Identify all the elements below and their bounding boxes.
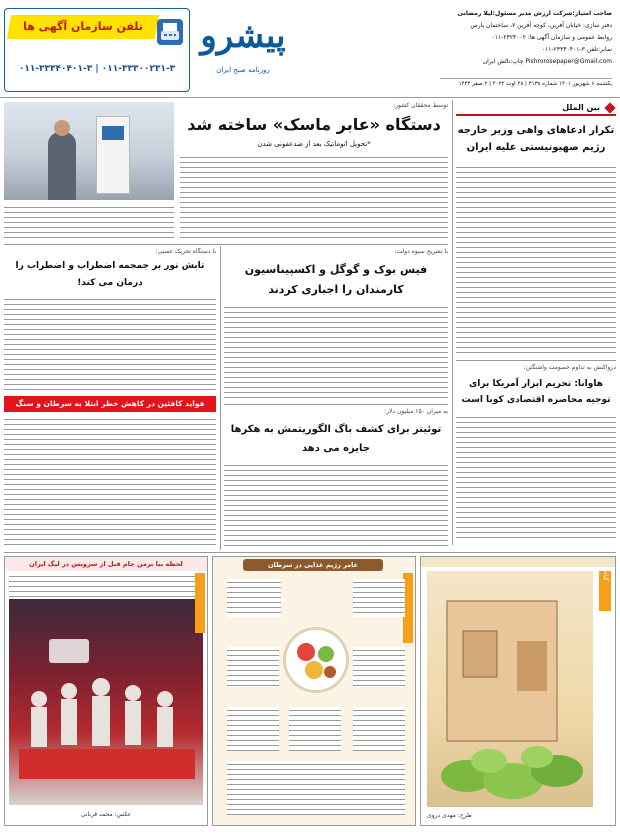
masthead xyxy=(0,0,620,98)
ad-phone-title: تلفن سازمان آگهی ها xyxy=(23,20,143,33)
diet-tip-3 xyxy=(227,647,279,687)
masthead-info-line: صاحب امتیاز:شرکت ارزش مدیر مسئول:لیلا رمضانی xyxy=(457,10,612,17)
ad-phone-box xyxy=(4,8,190,92)
cartoon-title: گیاه xyxy=(602,571,609,581)
main-story xyxy=(4,100,448,242)
sports-body-text xyxy=(9,573,203,597)
twitter-kicker: به میزان ۱۵۰ میلیون دلار: xyxy=(384,408,448,415)
section-label-bar xyxy=(456,102,616,116)
diet-tip-5 xyxy=(227,707,279,751)
caffeine-banner-text: فواید کافئین در کاهش خطر ابتلا به سرطان و سنگ xyxy=(15,399,205,408)
cuba-body-text xyxy=(456,414,616,542)
sports-headline: لحظه بیا برمن جام قبل از سرویس در لیگ ایران xyxy=(29,560,183,568)
diet-tip-4 xyxy=(353,647,405,687)
masthead-info-line: روابط عمومی و سازمان آگهی ها: ۲۳۲۴۰۰۲-۰۱۱ xyxy=(491,34,612,41)
diet-tip-2 xyxy=(353,579,405,617)
facebook-body-text xyxy=(224,304,448,400)
main-story-deck: *تحویل اتوماتیک بعد از ضدعفونی شدن xyxy=(257,140,371,148)
main-story-headline: دستگاه «عابر ماسک» ساخته شد xyxy=(187,115,441,134)
cartoon-caption: طرح: مهدی دروی xyxy=(427,812,472,819)
twitter-body-text xyxy=(224,462,448,548)
section-divider xyxy=(224,404,448,405)
main-story-body-text xyxy=(180,154,448,240)
sports-side-tag xyxy=(195,573,205,633)
section-divider xyxy=(456,360,616,361)
cartoon-illustration xyxy=(427,571,593,807)
cuba-headline: هاوانا: تحریم ابزار آمریکا برای توجیه محاصره اقتصادی کوبا است xyxy=(461,379,611,405)
left-column xyxy=(4,246,216,550)
cartoon-box xyxy=(420,556,616,826)
sports-team-photo xyxy=(9,599,203,805)
sports-photo-caption: عکس: محمد قربانی xyxy=(80,811,132,818)
masthead-date: یکشنبه ۶ شهریور ۱۴۰۱ شماره ۳۱۳۸ | ۲۸ اوت ۲۰۲۲ | ۲ صفر ۱۴۴۴ xyxy=(440,78,612,89)
middle-column xyxy=(224,246,448,550)
international-section xyxy=(456,100,616,545)
diet-tips-box xyxy=(212,556,416,826)
sports-box xyxy=(4,556,208,826)
ad-phone-numbers: ۰۱۱-۳۳۳۰۰۲۳۱-۳ | ۰۱۱-۳۳۳۴۰۴۰۱-۳ xyxy=(18,64,176,74)
tms-body-text xyxy=(4,296,216,392)
twitter-headline: توئیتر برای کشف باگ الگوریتمش به هکرها جایزه می دهد xyxy=(230,424,442,454)
photo-machine-screen xyxy=(102,126,124,140)
photo-person-head xyxy=(54,120,70,136)
tms-kicker: با دستگاه تحریک عصبی: xyxy=(155,248,216,255)
diet-tip-1 xyxy=(227,579,281,617)
cartoon-header xyxy=(421,557,615,567)
diet-tips-plate xyxy=(283,627,349,693)
column-rule xyxy=(220,246,221,550)
horizontal-rule xyxy=(4,244,448,245)
facebook-headline: فیس بوک و گوگل و اکسپیناسیون کارمندان را اجباری کردند xyxy=(244,263,428,296)
main-story-left-text xyxy=(4,204,174,240)
column-rule xyxy=(452,100,453,545)
logo-text: پیشرو xyxy=(200,16,286,56)
caffeine-body-text xyxy=(4,416,216,548)
main-story-kicker: توسط محققان کشور: xyxy=(393,102,448,109)
sports-headline-bar xyxy=(5,557,207,571)
diet-tip-8 xyxy=(227,761,405,815)
newspaper-logo xyxy=(196,8,290,92)
diet-tips-title-bar xyxy=(243,559,383,571)
logo-subtitle: روزنامه صبح ایران xyxy=(216,66,270,74)
section-label: بین الملل xyxy=(562,103,600,112)
diet-tip-7 xyxy=(353,707,405,751)
diet-tips-title: عامر رژیم غذایی در سرطان xyxy=(267,561,359,569)
diamond-icon xyxy=(604,102,615,113)
caffeine-banner xyxy=(4,396,216,412)
international-headline: تکرار ادعاهای واهی وزیر خارجه رژیم صهیونیستی علیه ایران xyxy=(457,125,615,153)
photo-person-shape xyxy=(48,132,76,200)
mask-machine-photo xyxy=(4,102,174,200)
tms-headline: تابش نور بر جمجمه اضطراب و اضطراب را درمان می کند! xyxy=(15,261,205,288)
horizontal-rule xyxy=(4,552,616,553)
cartoon-title-tag xyxy=(599,571,611,611)
diet-tip-6 xyxy=(289,707,341,751)
cuba-kicker: درواکنش به تداوم خصومت واشنگتن: xyxy=(523,364,616,371)
masthead-info-line: Pishrorosepaper@Gmail.com چاپ:تالش ایران xyxy=(482,58,612,65)
international-body-text xyxy=(456,164,616,354)
masthead-info-line: دفتر سازی: خیابان آفرین، کوچه آفرین ۷، ساختمان پارس xyxy=(470,22,612,29)
facebook-kicker: با تشریح سیوه دولت: xyxy=(394,248,448,255)
fax-icon xyxy=(157,19,183,45)
masthead-info xyxy=(440,8,612,90)
masthead-info-line: نمابر:تلفن ۳-۲۳۳۴۰۴۰۱-۰۱۱ xyxy=(541,46,612,53)
